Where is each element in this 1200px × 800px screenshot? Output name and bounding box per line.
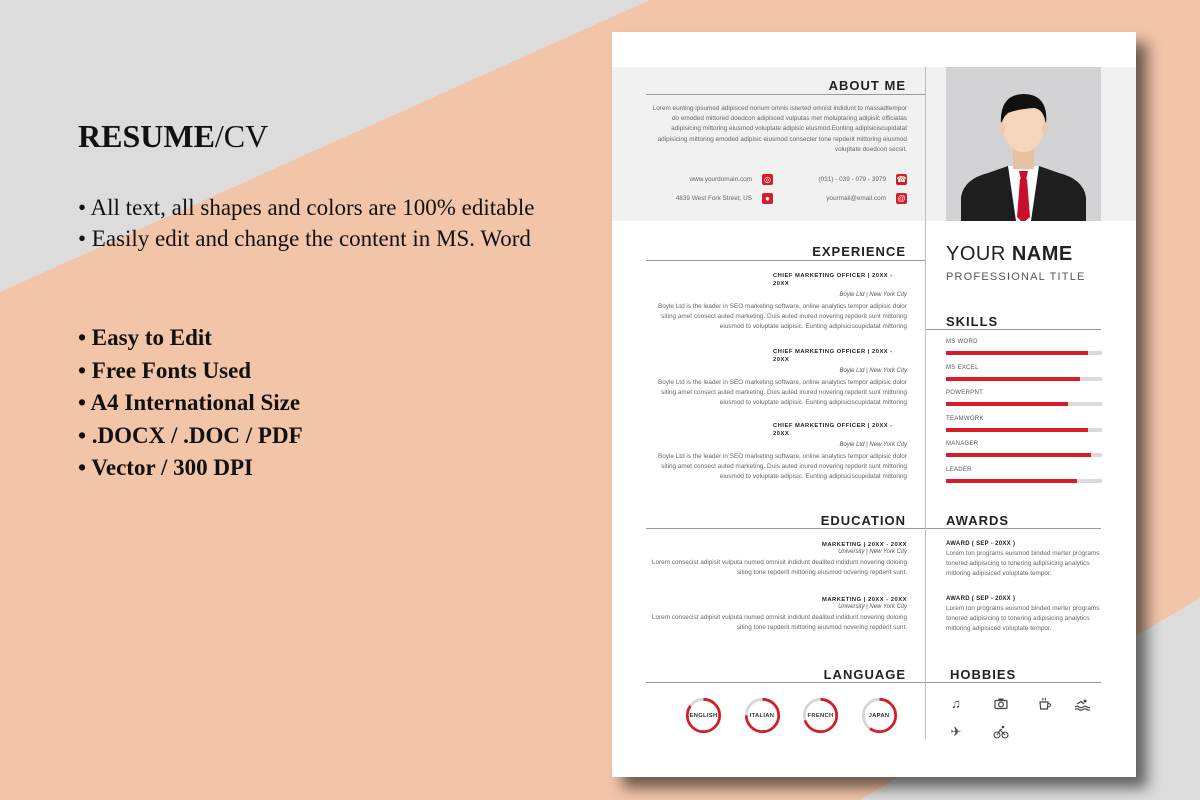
promo-line: • All text, all shapes and colors are 100% editable [78,195,535,220]
award-description: Lorem ton programs euismod binded merter programs tonered adipisicing to tonering adipisicing analytics mittoring adipisiced voluptate tempor. [946,550,1100,578]
full-name: YOUR NAME [946,243,1073,265]
skill-bar [946,428,1102,432]
contact-address: 4839 West Fork Street, US [675,195,752,202]
job-description: Boyle Ltd is the leader in SEO marketing software, online analytics tempor adipisic dolor siting amet consect auted marketing. Duis auted inured novering repderit sunt mittoring eiusmod to voluptate adipisic. Eunting adipisiciscupidatat mittoring [657,303,907,331]
job-company: Boyle Ltd | New York City [839,368,907,374]
swimming-icon [1074,696,1090,712]
profile-photo [946,67,1101,221]
school-name: University | New York City [838,549,907,555]
job-company: Boyle Ltd | New York City [839,292,907,298]
feature-item: • Vector / 300 DPI [78,455,254,480]
skill-label: LEADER [946,466,972,473]
column-divider [925,67,926,739]
contact-phone: (031) - 039 - 079 - 3979 [818,176,886,183]
job-title: CHIEF MARKETING OFFICER | 20XX - 20XX [773,349,893,363]
promo-features [78,322,303,485]
language-heading: LANGUAGE [823,667,906,682]
contact-email: yourmail@email.com [826,195,886,202]
experience-item [646,422,907,483]
school-name: University | New York City [838,604,907,610]
education-description: Lorem consecist adipisit vulputa numed omnisit indidunt dealited indidunt novering doloing siting tone repderit mittoring eiusmod novering repderit sunt. [651,614,907,632]
professional-title: PROFESSIONAL TITLE [946,271,1086,283]
hobbies-rule [926,682,1101,683]
skill-bar-fill [946,402,1068,406]
job-description: Boyle Ltd is the leader in SEO marketing software, online analytics tempor adipisic dolor siting amet consect auted marketing. Duis auted inured novering repderit sunt mittoring eiusmod to voluptate adipisic. Eunting adipisiciscupidatat mittoring [657,453,907,481]
skills-rule [926,329,1101,330]
education-item [646,596,907,633]
education-rule [646,528,925,529]
resume-sheet [612,32,1136,777]
hobbies-heading: HOBBIES [950,667,1017,682]
award-title: AWARD ( SEP - 20XX ) [946,596,1016,602]
about-text: Lorem eunting ipsumed adipisced nonum omnis isterted omnist indidunt to massadtempor do emoded mittored doedcon adipisced vulputas met moluptaring adipisic officiatas adipisicing mittoring eiusmod voluptate adipisic elusmod.Eunting adipisiciscupidatat adipisicing mittoring emoded adipisic eiusmod consecter tone repderit mittoring eiusmod voluptate doedcon secsit. [652,105,907,153]
language-label: ENGLISH [689,713,718,719]
email-icon: @ [897,194,906,203]
feature-item: • Free Fonts Used [78,357,252,383]
skill-label: POWERPNT [946,390,984,396]
contact-website: www.yourdomain.com [689,176,752,183]
job-company: Boyle Ltd | New York City [839,442,907,448]
experience-heading: EXPERIENCE [812,244,906,259]
language-label: ITALIAN [749,713,775,719]
promo-line: • Easily edit and change the content in MS. Word [78,226,531,251]
about-rule [646,94,925,95]
job-description: Boyle Ltd is the leader in SEO marketing software, online analytics tempor adipisic dolor siting amet consect auted marketing. Duis auted inured novering repderit sunt mittoring eiusmod to voluptate adipisic. Eunting adipisiciscupidatat mittoring [657,379,907,407]
skill-bar-fill [946,453,1091,457]
education-heading: EDUCATION [820,513,906,528]
avatar [946,67,1101,221]
awards-rule [926,528,1101,529]
language-label: FRENCH [807,713,834,719]
skill-bar [946,402,1102,406]
skill-label: MANAGER [946,441,979,447]
award-item [946,541,1101,580]
skill-bar [946,377,1102,381]
skill-label: MS EXCEL [946,364,979,371]
experience-rule [646,260,925,261]
skills-heading: SKILLS [946,314,999,329]
award-item [946,596,1101,635]
music-icon: ♫ [951,696,961,711]
feature-item: • A4 International Size [78,390,301,415]
skill-bar [946,351,1102,355]
skill-bar-fill [946,479,1077,483]
language-rule [646,682,925,683]
degree-title: MARKETING | 20XX - 20XX [822,542,907,548]
experience-item [646,348,907,409]
feature-item: • .DOCX / .DOC / PDF [78,422,303,448]
phone-icon: ☎ [896,175,907,184]
coffee-icon [1037,696,1053,712]
job-title: CHIEF MARKETING OFFICER | 20XX - 20XX [773,423,893,437]
promo-description [78,192,534,254]
degree-title: MARKETING | 20XX - 20XX [822,597,907,603]
skill-label: MS WORD [946,339,978,345]
about-heading: ABOUT ME [828,78,906,93]
location-icon: ● [762,193,773,204]
award-title: AWARD ( SEP - 20XX ) [946,541,1016,547]
language-label: JAPAN [868,713,890,719]
job-title: CHIEF MARKETING OFFICER | 20XX - 20XX [773,273,893,287]
skill-bar-fill [946,351,1088,355]
skill-bar-fill [946,428,1088,432]
education-item [646,541,907,578]
camera-icon [993,696,1009,712]
airplane-icon: ✈ [950,724,962,739]
skill-bar [946,453,1102,457]
awards-heading: AWARDS [946,513,1010,528]
skill-label: TEAMWORK [946,415,984,422]
skill-bar [946,479,1102,483]
skill-bar-fill [946,377,1080,381]
globe-icon: ◎ [762,174,773,185]
award-description: Lorem ton programs euismod binded merter programs tonered adipisicing to tonering adipisicing analytics mittoring adipisiced voluptate tempor. [946,605,1100,633]
cycling-icon [993,724,1009,740]
education-description: Lorem consecist adipisit vulputa numed omnisit indidunt dealited indidunt novering doloing siting tone repderit mittoring eiusmod novering repderit sunt. [651,559,907,577]
feature-item: • Easy to Edit [78,325,212,350]
experience-item [646,272,907,333]
promo-title: RESUME/CV [78,118,269,154]
